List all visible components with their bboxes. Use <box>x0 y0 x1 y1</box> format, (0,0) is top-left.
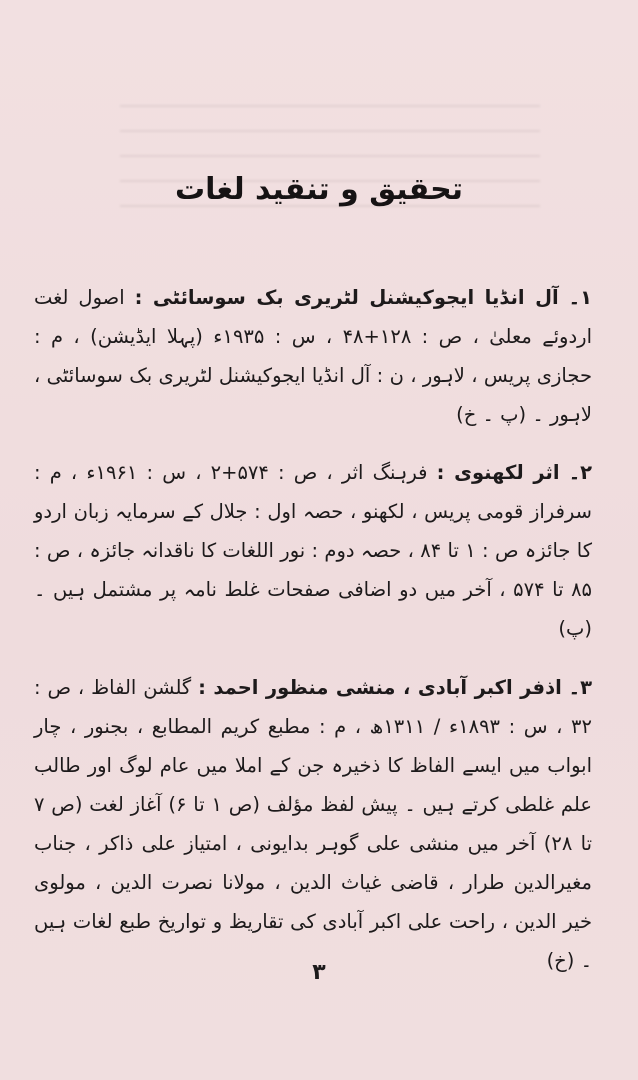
entry-text: گلشن الفاظ ، ص : ۳۲ ، س : ۱۸۹۳ء / ۱۳۱۱ھ ، م : مطبع کریم المطابع ، بجنور ، چار ابواب میں ایسے الفاظ کا ذخیرہ جن کے املا میں عام لوگ اور طالب علم غلطی کرتے ہیں ۔ پیش لفظ مؤلف (ص ۱ تا ۶) آغاز لغت (ص ۷ تا ۲۸) آخر میں منشی علی گوہر بدایونی ، امتیاز علی ذاکر ، جناب مغیرالدین طرار ، قاضی غیاث الدین ، مولانا نصرت الدین ، مولوی خیر الدین ، راحت علی اکبر آبادی کی تقاریظ و تواریخ طبع لغات ہیں ۔ (خ) <box>34 675 592 972</box>
page-title: تحقیق و تنقید لغات <box>174 172 464 207</box>
entries-list <box>34 258 592 990</box>
entry-number: ۱۔ <box>568 285 593 309</box>
show-through-text <box>120 100 540 230</box>
entry-author: اثر لکھنوی : <box>436 461 560 484</box>
entry-number: ۲۔ <box>568 461 593 484</box>
entry-number: ۳۔ <box>568 675 593 699</box>
entry-author: اذفر اکبر آبادی ، منشی منظور احمد : <box>198 675 562 699</box>
page-number: ۳ <box>312 960 326 985</box>
entry-1 <box>34 278 592 434</box>
entry-author: آل انڈیا ایجوکیشنل لٹریری بک سوسائٹی : <box>134 285 559 309</box>
entry-text: اصول لغت اردوئے معلیٰ ، ص : ۱۲۸+۴۸ ، س : ۱۹۳۵ء (پہلا ایڈیشن) ، م : حجازی پریس ، لاہور ، ن : آل انڈیا ایجوکیشنل لٹریری بک سوسائٹی ، لاہور ۔ (پ ۔ خ) <box>34 285 592 426</box>
entry-3 <box>34 668 592 980</box>
entry-2 <box>34 453 592 648</box>
entry-text: فرہنگ اثر ، ص : ۵۷۴+۲ ، س : ۱۹۶۱ء ، م : سرفراز قومی پریس ، لکھنو ، حصہ اول : جلال کے سرمایہ زبان اردو کا جائزہ ص : ۱ تا ۸۴ ، حصہ دوم : نور اللغات کا ناقدانہ جائزہ ، ص : ۸۵ تا ۵۷۴ ، آخر میں دو اضافی صفحات غلط نامہ پر مشتمل ہیں ۔ (پ) <box>34 461 593 640</box>
